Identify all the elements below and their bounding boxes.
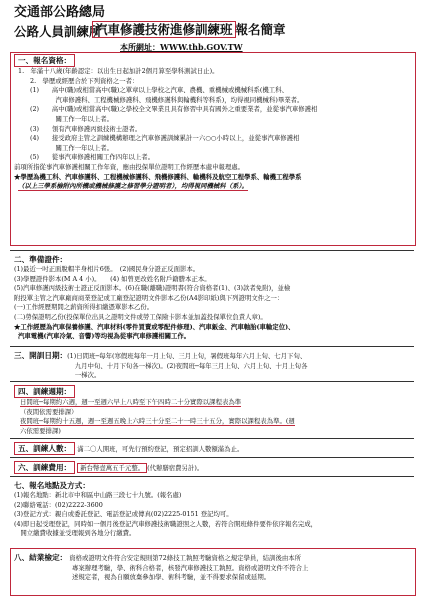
- section-divider: [10, 457, 414, 458]
- registration-line: (3)登記方式：親自或委託登記、電話登記或傳真(02)2225-0151 登記均可。: [14, 510, 233, 519]
- section-label-documents: 二、準備證件：: [14, 255, 68, 264]
- registration-line: (1)報名地點：新北市中和區中山路三段七十九號。(報名處): [14, 491, 182, 499]
- eligibility-line: (3) 領有汽車修護丙級技術士證者。: [30, 124, 142, 133]
- document-title: [92, 20, 286, 40]
- eligibility-line: 2. 學歷或經歷合於下列資格之一者：: [30, 76, 139, 85]
- training-period-line: 夜間班─每期約十五週，週一至週五晚上六時三十分至二十一時三十五分，實際以課程表為準。(週: [20, 417, 295, 426]
- section-class-size: [10, 442, 414, 455]
- documents-line: (二)勞保證明乙份(投保單位出具之證明文件或勞工保險卡影本並加蓋投保單位負責人章)。: [14, 312, 267, 321]
- documents-line: (3)學歷證件影本(M A 4 小)。 (4) 如曾更改姓名附戶籍謄本正本。: [14, 274, 211, 283]
- documents-line: (一)工作經歷期間之薪資所得扣繳憑單影本乙份。: [14, 303, 154, 312]
- section-registration: [10, 480, 414, 539]
- section-label-class-size: 五、訓練人數：: [14, 442, 75, 455]
- section-eligibility: [10, 54, 414, 192]
- section-label-fee: 六、訓練費用：: [14, 461, 75, 474]
- registration-line: (4)即日起受理登記，同時如一個月後登記汽車修護技術職證照之人數，若符合開班條件要件依序報名完成，: [14, 519, 318, 528]
- documents-line: (5)汽車修護丙級技術士證正反面影本。(6)在職(離職)證明書(符合資格者(1)、(3)款者免附)，並檢: [14, 284, 291, 293]
- section-divider: [10, 438, 414, 439]
- fee-amount: 新台幣壹萬五千元整。: [77, 463, 147, 473]
- eligibility-line: (2) 高中(職)或相當高中(職)之學校全文畢業且具有修習中具有國外之重要業者，並從事汽車修護相: [30, 105, 318, 114]
- title-suffix: 報名簡章: [235, 22, 286, 37]
- section-divider: [10, 250, 414, 251]
- class-size-text: 滿二〇人開班，可先行預約登記，預定招訓人數額滿為止。: [77, 445, 244, 453]
- section-start-dates: [10, 350, 414, 381]
- website-link[interactable]: 本所網址：WWW.thb.GOV.TW: [120, 42, 243, 52]
- section-label-start-dates: 三、開訓日期：: [14, 351, 68, 360]
- start-dates-line: 一梯次。: [62, 371, 101, 380]
- documents-star-note-cont: 汽車電機(汽車冷氣、音響)等均視為從事汽車修護相關工作。: [18, 332, 191, 341]
- section-divider: [10, 476, 414, 477]
- documents-line: (1)最近一吋正面脫帽半身相片6張。 (2)國民身分證正反面影本。: [14, 265, 200, 273]
- eligibility-line: 關工作一年以上者。: [30, 143, 114, 152]
- institute-name: 公路人員訓練所: [14, 24, 102, 39]
- section-divider: [10, 381, 414, 382]
- section-label-training-period: 四、訓練週期：: [14, 385, 75, 398]
- start-dates-line: (1)日間班─每年(寒假班每年一月上旬、三月上旬，暑假班每年六月上旬、七月下旬、: [67, 352, 307, 360]
- section-training-period: [10, 385, 414, 436]
- eligibility-line: (4) 接受政府主管之訓練機構辦理之汽車修護訓練累計一六○○小時以上，並從事汽車修護相: [30, 134, 300, 143]
- section-certification: [10, 552, 414, 583]
- training-period-line: （夜間依需要排課）: [20, 407, 78, 416]
- section-label-eligibility: 一、報名資格：: [14, 54, 75, 67]
- eligibility-line: 1. 年滿十八歲(年齡認定：以出生日起加計2個月算至學科測試日止)。: [18, 67, 219, 75]
- start-dates-line: 九月中旬、十月下旬各一梯次)。(2)夜間班─每年三月上旬、六月上旬、十月上旬各: [62, 361, 308, 370]
- registration-line: 開立繳費收據並受理報到各地分行繳費。: [14, 529, 136, 538]
- section-documents: [10, 254, 414, 342]
- section-label-certification: 八、結業檢定：: [14, 553, 68, 562]
- certification-line: 資格或證明文件符合安定規則第72條技工執照考驗資格之規定學員，結訓後由本所: [69, 554, 302, 562]
- eligibility-line: 汽車修護科、工程機械修護科、飛機修護科與輪機科等科系)，均得視同機械科)畢業者。: [30, 95, 304, 104]
- eligibility-line: (1) 高中(職)或相當高中(職)之單章以上學校之汽車、農機、重機械或機械科系(機工科、: [30, 86, 288, 95]
- section-divider: [10, 346, 414, 347]
- course-title-box: 汽車修護技術進修訓練班: [92, 21, 236, 38]
- eligibility-star-note-cont: （以上三學系檢附內所機或機械修護之修習學分證明者），均得視同機械科（系）。: [18, 182, 249, 191]
- org-name: 交通部公路總局: [14, 5, 106, 20]
- certification-line: 述規定者，視為自願放棄參加學、術科考驗，並不得要求保留或延期。: [72, 573, 271, 582]
- documents-star-note: ★工作經歷為汽車保養修護、汽車材料(零件買賣或零配件修理)、汽車鈑金、汽車軸胎(車輪定位)、: [14, 322, 295, 331]
- eligibility-line: (5) 從事汽車修護相關工作四年以上者。: [30, 153, 155, 162]
- documents-line: 附投單主管之汽車廠商商業登記或工廠登記證明文件影本乙份(A4影印紙)與下列證明文件之一：: [14, 293, 284, 302]
- section-label-registration: 七、報名地點及方式：: [14, 481, 90, 490]
- eligibility-note: 前項所指從事汽車修護相關工作年資，應由投保單位證明工作經歷本處申報理處。: [14, 162, 245, 171]
- registration-phone: (2)聯絡電話：(02)2222-3600: [14, 500, 103, 509]
- fee-note: (代辦膳宿費另計)。: [147, 464, 204, 472]
- certification-line: 專案辦理考驗，學、術科合格者，核發汽車修護技工執照。資格或證明文件不符合上: [72, 563, 309, 572]
- training-period-line: 六依需要排課): [20, 426, 61, 435]
- eligibility-star-note: ★學歷為機工科、汽車修護科、工程機械修護科、飛機修護科、輪機科及航空工程學系、輪機工程學系: [14, 172, 302, 181]
- section-fee: [10, 461, 414, 474]
- training-period-line: 日間班─每期約六週，週一至週六早上八時至下午四時二十分實際以課程表為準: [20, 398, 242, 406]
- eligibility-line: 關工作一年以上者。: [30, 114, 114, 123]
